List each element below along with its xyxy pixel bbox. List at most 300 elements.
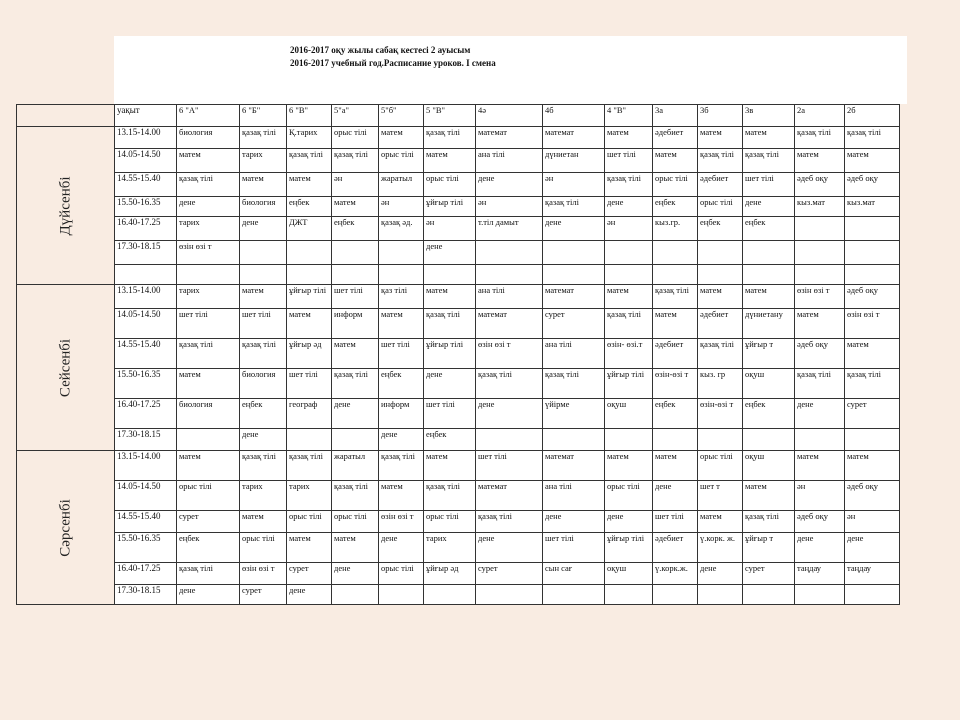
subject-cell: шет тілі [605,149,653,173]
subject-cell [795,585,845,605]
subject-cell [653,265,698,285]
time-slot-cell: 14.55-15.40 [115,173,177,197]
subject-cell: ән [795,481,845,511]
subject-cell: дене [476,533,543,563]
subject-cell [653,241,698,265]
subject-cell: т.тіл дамыт [476,217,543,241]
subject-cell: дене [605,197,653,217]
subject-cell: матем [795,309,845,339]
subject-cell: биология [240,197,287,217]
subject-cell: қазақ тілі [240,451,287,481]
column-header-class: 3в [743,105,795,127]
subject-cell: еңбек [424,429,476,451]
subject-cell: оқуш [605,563,653,585]
time-slot-cell: 13.15-14.00 [115,451,177,481]
subject-cell: еңбек [240,399,287,429]
subject-cell: еңбек [653,399,698,429]
subject-cell: оқуш [743,369,795,399]
subject-cell: матем [743,285,795,309]
subject-cell: ұйғыр тілі [605,533,653,563]
subject-cell: ү.корк. ж. [698,533,743,563]
subject-cell: өзін өзі т [240,563,287,585]
time-slot-cell: 16.40-17.25 [115,563,177,585]
subject-cell [332,241,379,265]
subject-cell: матем [795,149,845,173]
subject-cell: қазақ тілі [605,309,653,339]
subject-cell: өзін- өзі.т [605,339,653,369]
subject-cell [795,241,845,265]
subject-cell: ән [605,217,653,241]
subject-cell: матем [287,309,332,339]
subject-cell: матем [698,127,743,149]
subject-cell: матем [240,285,287,309]
subject-cell: дене [424,369,476,399]
subject-cell: матем [177,451,240,481]
subject-cell [379,585,424,605]
subject-cell: тарих [177,285,240,309]
title-line-russian: 2016-2017 учебный год.Расписание уроков. I смена [290,58,496,68]
subject-cell: қазақ тілі [177,339,240,369]
subject-cell: дене [743,197,795,217]
time-slot-cell: 15.50-16.35 [115,369,177,399]
subject-cell: дене [332,563,379,585]
subject-cell [605,429,653,451]
subject-cell: тарих [177,217,240,241]
subject-cell [795,217,845,241]
subject-cell: матем [845,149,900,173]
subject-cell: сурет [845,399,900,429]
subject-cell: ана тілі [476,149,543,173]
subject-cell: қазақ тілі [795,127,845,149]
subject-cell: шет тілі [240,309,287,339]
subject-cell [476,241,543,265]
subject-cell: әдебиет [653,127,698,149]
column-header-class: 2б [845,105,900,127]
subject-cell: информ [379,399,424,429]
subject-cell: орыс тілі [698,451,743,481]
subject-cell: өзін-өзі т [653,369,698,399]
subject-cell: дене [240,217,287,241]
lesson-row [17,217,900,241]
subject-cell: тарих [287,481,332,511]
lesson-row [17,339,900,369]
time-slot-cell: 15.50-16.35 [115,197,177,217]
subject-cell: ДЖТ [287,217,332,241]
subject-cell: ана тілі [476,285,543,309]
subject-cell: оқуш [743,451,795,481]
lesson-row [17,309,900,339]
subject-cell: биология [177,399,240,429]
subject-cell: ән [476,197,543,217]
subject-cell: дене [379,429,424,451]
subject-cell: жаратыл [379,173,424,197]
subject-cell [543,585,605,605]
subject-cell: қазақ тілі [476,369,543,399]
subject-cell [424,265,476,285]
subject-cell [743,265,795,285]
subject-cell: орыс тілі [332,127,379,149]
lesson-row [17,511,900,533]
subject-cell: дене [698,563,743,585]
subject-cell [287,265,332,285]
subject-cell [845,265,900,285]
time-slot-cell: 17.30-18.15 [115,241,177,265]
subject-cell [605,585,653,605]
subject-cell [795,265,845,285]
subject-cell: шет тілі [743,173,795,197]
subject-cell: қазақ тілі [332,369,379,399]
subject-cell: матем [605,127,653,149]
subject-cell: әдебиет [698,173,743,197]
subject-cell: шет тілі [177,309,240,339]
day-label-cell [17,451,115,605]
subject-cell: қазақ тілі [240,339,287,369]
subject-cell: ұйғыр әд [424,563,476,585]
subject-cell [543,241,605,265]
day-name: Сәрсенбі [57,498,73,557]
subject-cell: әдеб оқу [845,481,900,511]
subject-cell [287,241,332,265]
subject-cell: матем [379,309,424,339]
subject-cell: қазақ тілі [698,149,743,173]
subject-cell: сурет [476,563,543,585]
subject-cell: қазақ тілі [332,149,379,173]
time-slot-cell: 13.15-14.00 [115,127,177,149]
subject-cell: ән [332,173,379,197]
subject-cell: таңдау [795,563,845,585]
time-slot-cell: 17.30-18.15 [115,585,177,605]
column-header-class: 6 "Б" [240,105,287,127]
subject-cell: матем [240,511,287,533]
subject-cell: ұйғыр т [743,533,795,563]
time-slot-cell [115,265,177,285]
day-label-cell [17,285,115,451]
day-label-cell [17,127,115,285]
subject-cell [177,265,240,285]
column-header-class: 2а [795,105,845,127]
subject-cell: матем [287,533,332,563]
subject-cell: кыз.мат [845,197,900,217]
subject-cell: қазақ тілі [287,149,332,173]
corner-cell [17,105,115,127]
subject-cell: орыс тілі [240,533,287,563]
subject-cell: шет тілі [653,511,698,533]
subject-cell [379,241,424,265]
subject-cell: әдеб оқу [845,173,900,197]
subject-cell: еңбек [379,369,424,399]
subject-cell: орыс тілі [424,511,476,533]
lesson-row [17,127,900,149]
lesson-row [17,451,900,481]
subject-cell: әдебиет [698,309,743,339]
subject-cell: әдеб оқу [845,285,900,309]
subject-cell: қазақ тілі [653,285,698,309]
subject-cell [476,585,543,605]
column-header-class: 5"б" [379,105,424,127]
subject-cell: матем [424,451,476,481]
subject-cell: математ [476,481,543,511]
subject-cell: шет т [698,481,743,511]
subject-cell: матем [240,173,287,197]
subject-cell: дене [287,585,332,605]
subject-cell: қазақ әд. [379,217,424,241]
subject-cell: математ [543,285,605,309]
subject-cell [605,241,653,265]
subject-cell: географ [287,399,332,429]
subject-cell: қазақ тілі [424,309,476,339]
lesson-row [17,399,900,429]
subject-cell: дене [795,399,845,429]
subject-cell: әдебиет [653,533,698,563]
subject-cell: қазақ тілі [795,369,845,399]
column-header-class: 3а [653,105,698,127]
subject-cell: еңбек [177,533,240,563]
subject-cell [795,429,845,451]
column-header-class: 5 "В" [424,105,476,127]
time-slot-cell: 14.05-14.50 [115,309,177,339]
subject-cell: матем [698,511,743,533]
subject-cell: қазақ тілі [543,369,605,399]
subject-cell: тарих [240,481,287,511]
subject-cell [698,429,743,451]
subject-cell: ұйғыр тілі [287,285,332,309]
lesson-row [17,563,900,585]
subject-cell: жаратыл [332,451,379,481]
column-header-row [17,105,900,127]
subject-cell: биология [177,127,240,149]
time-slot-cell: 14.05-14.50 [115,149,177,173]
subject-cell: дене [543,511,605,533]
subject-cell: дене [543,217,605,241]
subject-cell [605,265,653,285]
subject-cell: дене [476,399,543,429]
subject-cell: тарих [424,533,476,563]
subject-cell: еңбек [698,217,743,241]
subject-cell: еңбек [287,197,332,217]
subject-cell [653,585,698,605]
subject-cell: ұйғыр тілі [424,339,476,369]
subject-cell: матем [653,149,698,173]
lesson-row [17,481,900,511]
subject-cell: биология [240,369,287,399]
subject-cell [332,585,379,605]
subject-cell: сурет [177,511,240,533]
column-header-class: 5"а" [332,105,379,127]
subject-cell: дене [424,241,476,265]
subject-cell: кыз.мат [795,197,845,217]
column-header-class: 6 "В" [287,105,332,127]
subject-cell: үйірме [543,399,605,429]
subject-cell [476,429,543,451]
subject-cell: матем [379,127,424,149]
lesson-row [17,149,900,173]
subject-cell: қазақ тілі [424,481,476,511]
subject-cell: сурет [240,585,287,605]
subject-cell [845,585,900,605]
subject-cell: матем [177,149,240,173]
subject-cell [845,429,900,451]
subject-cell: матем [845,339,900,369]
subject-cell: шет тілі [332,285,379,309]
subject-cell: орыс тілі [424,173,476,197]
subject-cell: дүниетан [543,149,605,173]
subject-cell: қазақ тілі [543,197,605,217]
time-slot-cell: 14.55-15.40 [115,511,177,533]
column-header-class: 3б [698,105,743,127]
subject-cell: матем [177,369,240,399]
subject-cell: дене [177,197,240,217]
subject-cell: өзін өзі т [177,241,240,265]
subject-cell [332,429,379,451]
subject-cell: еңбек [743,217,795,241]
subject-cell: дене [379,533,424,563]
subject-cell: орыс тілі [332,511,379,533]
subject-cell [543,429,605,451]
subject-cell: дене [332,399,379,429]
subject-cell: математ [476,309,543,339]
subject-cell: ана тілі [543,339,605,369]
subject-cell: өзін-өзі т [698,399,743,429]
subject-cell [653,429,698,451]
subject-cell: ана тілі [543,481,605,511]
subject-cell: матем [605,285,653,309]
subject-cell: өзін өзі т [845,309,900,339]
column-header-class: 4б [543,105,605,127]
subject-cell [476,265,543,285]
subject-cell [845,241,900,265]
subject-cell: матем [653,309,698,339]
subject-cell [743,585,795,605]
subject-cell: ұйғыр әд [287,339,332,369]
subject-cell: шет тілі [476,451,543,481]
schedule-header [114,36,907,104]
subject-cell: ән [845,511,900,533]
subject-cell: кыз.гр. [653,217,698,241]
lesson-row [17,241,900,265]
subject-cell: дене [605,511,653,533]
subject-cell: оқуш [605,399,653,429]
subject-cell [424,585,476,605]
subject-cell [698,241,743,265]
subject-cell: қазақ тілі [332,481,379,511]
time-slot-cell: 14.05-14.50 [115,481,177,511]
subject-cell: еңбек [743,399,795,429]
day-name: Сейсенбі [57,338,73,397]
subject-cell: матем [332,339,379,369]
lesson-row [17,369,900,399]
subject-cell: матем [379,481,424,511]
subject-cell: матем [743,481,795,511]
subject-cell [698,585,743,605]
subject-cell: қаз тілі [379,285,424,309]
subject-cell: дүниетану [743,309,795,339]
subject-cell: қазақ тілі [743,149,795,173]
subject-cell: матем [605,451,653,481]
subject-cell: шет тілі [543,533,605,563]
subject-cell: орыс тілі [698,197,743,217]
subject-cell: орыс тілі [605,481,653,511]
column-header-class: 4 "В" [605,105,653,127]
subject-cell: шет тілі [379,339,424,369]
subject-cell: қазақ тілі [177,563,240,585]
lesson-row [17,265,900,285]
subject-cell: сын сағ [543,563,605,585]
subject-cell: матем [332,197,379,217]
subject-cell: қазақ тілі [845,127,900,149]
subject-cell: таңдау [845,563,900,585]
subject-cell [332,265,379,285]
subject-cell: орыс тілі [379,149,424,173]
column-header-class: 4ә [476,105,543,127]
subject-cell: орыс тілі [653,173,698,197]
subject-cell: матем [332,533,379,563]
subject-cell: ұйғыр тілі [424,197,476,217]
time-slot-cell: 15.50-16.35 [115,533,177,563]
subject-cell: сурет [287,563,332,585]
subject-cell: әдебиет [653,339,698,369]
timetable-grid [16,104,900,605]
subject-cell: сурет [543,309,605,339]
time-slot-cell: 16.40-17.25 [115,217,177,241]
subject-cell: еңбек [332,217,379,241]
subject-cell: матем [287,173,332,197]
lesson-row [17,585,900,605]
subject-cell: әдеб оқу [795,339,845,369]
subject-cell: матем [795,451,845,481]
subject-cell: қазақ тілі [240,127,287,149]
subject-cell: өзін өзі т [476,339,543,369]
subject-cell: ән [379,197,424,217]
subject-cell [698,265,743,285]
subject-cell: шет тілі [424,399,476,429]
subject-cell: орыс тілі [379,563,424,585]
subject-cell [287,429,332,451]
subject-cell: ү.корк.ж. [653,563,698,585]
lesson-row [17,533,900,563]
subject-cell: қазақ тілі [379,451,424,481]
subject-cell: матем [424,285,476,309]
time-slot-cell: 16.40-17.25 [115,399,177,429]
subject-cell: қазақ тілі [698,339,743,369]
subject-cell [845,217,900,241]
subject-cell: әдеб оқу [795,511,845,533]
subject-cell: қазақ тілі [845,369,900,399]
subject-cell: өзін өзі т [379,511,424,533]
subject-cell: қазақ тілі [743,511,795,533]
subject-cell: кыз. гр [698,369,743,399]
subject-cell: Қ.тарих [287,127,332,149]
lesson-row [17,429,900,451]
subject-cell: математ [543,451,605,481]
subject-cell: шет тілі [287,369,332,399]
subject-cell: матем [653,451,698,481]
subject-cell: матем [424,149,476,173]
subject-cell: орыс тілі [287,511,332,533]
subject-cell: тарих [240,149,287,173]
subject-cell: информ [332,309,379,339]
column-header-class: 6 "А" [177,105,240,127]
subject-cell: ұйғыр т [743,339,795,369]
subject-cell: дене [177,585,240,605]
subject-cell: математ [476,127,543,149]
subject-cell: қазақ тілі [605,173,653,197]
subject-cell: математ [543,127,605,149]
subject-cell: матем [845,451,900,481]
lesson-row [17,285,900,309]
subject-cell: өзін өзі т [795,285,845,309]
lesson-row [17,197,900,217]
time-slot-cell: 13.15-14.00 [115,285,177,309]
